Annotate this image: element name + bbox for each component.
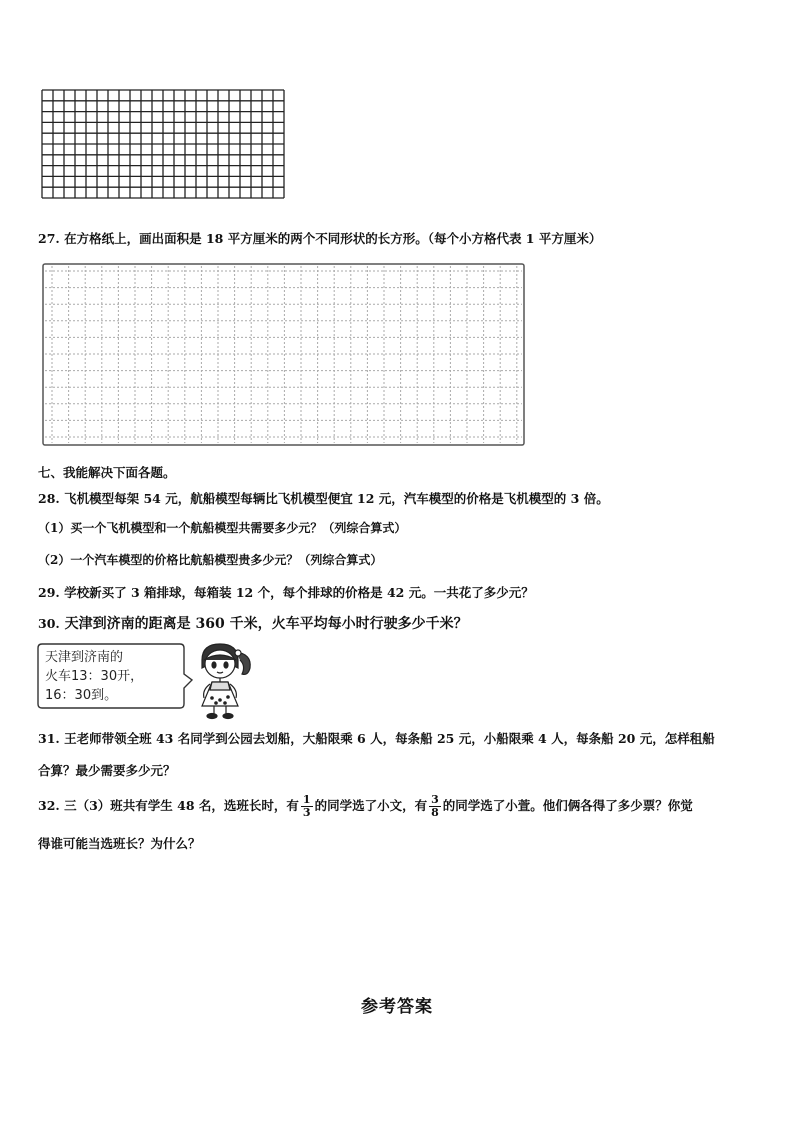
- fraction-one-third: [301, 794, 313, 819]
- question-number: 31.: [38, 731, 60, 746]
- question-text-part: 三（3）班共有学生 48 名，选班长时，有: [64, 798, 299, 813]
- bubble-line: 16：30到。: [45, 688, 118, 703]
- bubble-text: [45, 648, 143, 705]
- question-text: 天津到济南的距离是 360 千米，火车平均每小时行驶多少千米？: [64, 616, 468, 632]
- question-30: [38, 613, 468, 633]
- fraction-numerator: 3: [431, 793, 439, 806]
- fraction-numerator: 1: [302, 793, 311, 806]
- question-text: 王老师带领全班 43 名同学到公园去划船，大船限乘 6 人，每条船 25 元，小船限乘 4 人，每条船 20 元，怎样租船: [64, 731, 715, 746]
- question-27: [38, 229, 601, 247]
- section-heading: 七、我能解决下面各题。: [38, 465, 176, 480]
- girl-illustration: [190, 640, 262, 720]
- bubble-line: 天津到济南的: [45, 650, 124, 665]
- fraction-denominator: 3: [302, 806, 311, 819]
- question-number: 28.: [38, 491, 60, 506]
- question-text: 在方格纸上，画出面积是 18 平方厘米的两个不同形状的长方形。（每个小方格代表 1 平方厘米）: [64, 231, 602, 246]
- question-text: 学校新买了 3 箱排球，每箱装 12 个，每个排球的价格是 42 元。一共花了多少元？: [64, 585, 534, 600]
- question-number: 30.: [38, 616, 60, 631]
- question-32-line-2: 得谁可能当选班长？为什么？: [38, 836, 201, 851]
- question-number: 32.: [38, 798, 60, 813]
- question-text-part: 的同学选了小萱。他们俩各得了多少票？你觉: [442, 798, 693, 813]
- question-28: [38, 489, 609, 507]
- fraction-three-eighths: [429, 794, 441, 819]
- top-square-grid: [40, 88, 286, 200]
- question-number: 27.: [38, 231, 60, 246]
- question-28-part-2: （2）一个汽车模型的价格比航船模型贵多少元？（列综合算式）: [38, 553, 383, 567]
- question-31: [38, 729, 715, 747]
- bubble-line: 火车13：30开，: [45, 669, 144, 684]
- dotted-grid-paper[interactable]: [42, 263, 526, 447]
- answers-title: 参考答案: [361, 997, 433, 1017]
- fraction-denominator: 8: [431, 806, 439, 819]
- question-text: 飞机模型每架 54 元，航船模型每辆比飞机模型便宜 12 元，汽车模型的价格是飞机模型的 3 倍。: [64, 491, 609, 506]
- question-32: [38, 794, 693, 819]
- question-number: 29.: [38, 585, 60, 600]
- question-28-part-1: （1）买一个飞机模型和一个航船模型共需要多少元？（列综合算式）: [38, 521, 407, 535]
- question-text-part: 的同学选了小文，有: [314, 798, 428, 813]
- question-31-line-2: 合算？最少需要多少元？: [38, 763, 176, 778]
- question-29: [38, 583, 534, 601]
